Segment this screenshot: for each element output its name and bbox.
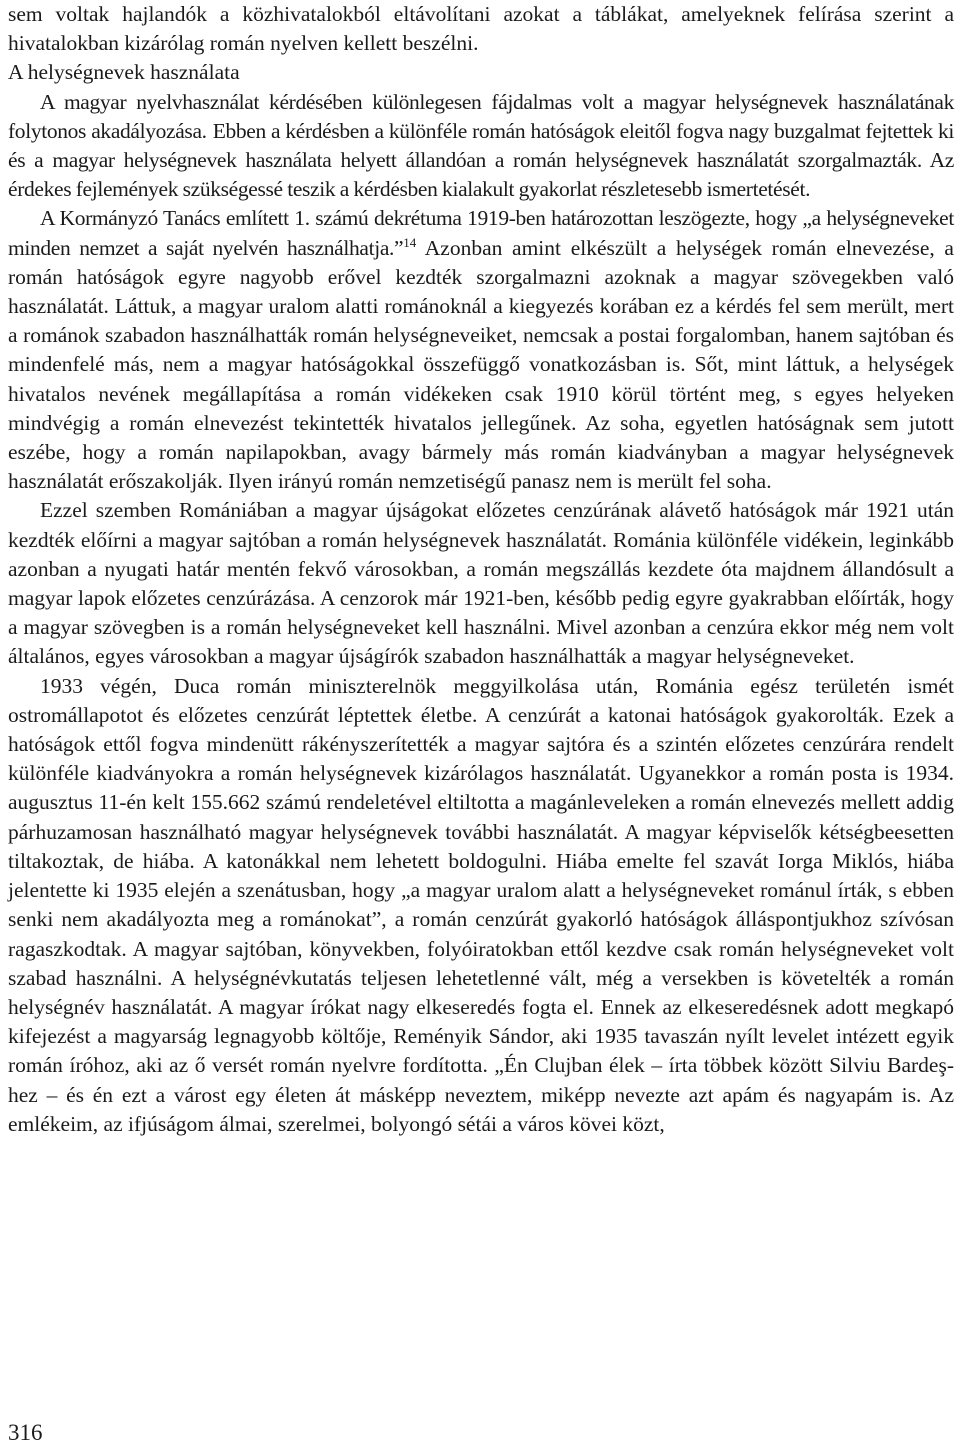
opening-paragraph: sem voltak hajlandók a közhivatalokból eltávolítani azokat a táblákat, amelyeknek felírása szerint a hivatalokban kizárólag román nyelven kellett beszélni. bbox=[8, 2, 954, 56]
paragraph-4: 1933 végén, Duca román miniszterelnök meggyilkolása után, Románia egész területén ismét ostromállapotot és előzetes cenzúrát léptettek életbe. A cenzúrát a katonai hatóságok gyakorolták. Ezek a hatóságok ettől fogva mindenütt rákényszerítették a magyar sajtóra és a szintén előzetes cenzúrára rendelt különféle kiadványokra a román helységnevek kizárólagos használatát. Ugyanekkor a román posta is 1934. augusztus 11-én kelt 155.662 számú rendeletével eltiltotta a magánleveleken a román elnevezés mellett addig párhuzamosan használható magyar helységnevek további használatát. A magyar képviselők kétségbeesetten tiltakoztak, de hiába. A katonákkal nem lehetett boldogulni. Hiába emelte fel szavát Iorga Miklós, hiába jelentette ki 1935 elején a szenátusban, hogy „a magyar uralom alatt a helységneveket románul írták, s ebben senki nem akadályozta meg a románokat”, a román cenzúrát gyakorló hatóságok álláspontjukhoz szívósan ragaszkodtak. A magyar sajtóban, könyvekben, folyóiratokban ettől kezdve csak román helységneveket volt szabad használni. A helységnévkutatás teljesen lehetetlenné vált, még a versekben is követelték a román helységnév használatát. A magyar írókat nagy elkeseredés fogta el. Ennek az elkeseredésnek adott megkapó kifejezést a magyarság legnagyobb költője, Reményik Sándor, aki 1935 tavaszán nyílt levelet intézett egyik román íróhoz, aki az ő versét román nyelvre fordította. „Én Clujban élek – írta többek között Silviu Bardeş-hez – és én ezt a várost egy életen át másképp neveztem, miképp nevezte azt apám és nagyapám is. Az emlékeim, az ifjúságom álmai, szerelmei, bolyongó sétái a város kövei közt, bbox=[8, 673, 954, 1136]
page-number: 316 bbox=[8, 1420, 43, 1445]
paragraph-3: Ezzel szemben Romániában a magyar újságokat előzetes cenzúrának alávető hatóságok már 1921 után kezdték előírni a magyar sajtóban a román helységnevek használatát. Románia különféle vidékein, leginkább azonban a nyugati határ mentén fekvő városokban, a román megszállás kezdete óta majdnem állandósult a magyar lapok előzetes cenzúrázása. A cenzorok már 1921-ben, később pedig egyre gyakrabban előírták, hogy a magyar szövegben is a román helységneveket kell használni. Mivel azonban a cenzúra ekkor még nem volt általános, egyes városokban a magyar újságírók szabadon használhatták a magyar helységneveket. bbox=[8, 498, 954, 669]
paragraph-1-lead: A magyar nyelvhasználat kérdésében különlegesen fájdalmas volt a magyar helységnevek használatának folytonos akadályozása. bbox=[8, 89, 954, 143]
section-heading: A helységnevek használata bbox=[8, 60, 240, 85]
document-page bbox=[8, 0, 954, 1139]
paragraph-1 bbox=[8, 88, 954, 205]
paragraph-2 bbox=[8, 204, 954, 496]
paragraph-2-lead: A Kormányzó Tanács említett 1. számú dekrétuma 1919-ben határozottan leszögezte, hogy „a helységneveket minden nemzet a saját nyelvén használhatja.” bbox=[8, 206, 954, 260]
paragraph-2-body: Azonban amint elkészült a helységek román elnevezése, a román hatóságok egyre nagyobb erővel kezdték szorgalmazni azoknak a magyar szövegekben való használatát. Láttuk, a magyar uralom alatti románoknál a kiegyezés korában ez a kérdés fel sem merült, mert a románok szabadon használhatták román helységneveiket, nemcsak a postai forgalomban, hanem sajtóban és mindenfelé más, nem a magyar hatóságokkal összefüggő vonatkozásban is. Sőt, mint láttuk, a helységek hivatalos nevének megállapítása a román vidékeken csak 1910 körül történt meg, s egyes helyeken mindvégig a román elnevezést tekintették hivatalos jellegűnek. Az soha, egyetlen hatóságnak sem jutott eszébe, hogy a román napilapokban, avagy bármely más román kiadványban a magyar helységnevek használatát erőszakolják. Ilyen irányú román nemzetiségű panasz nem is merült fel soha. bbox=[8, 235, 954, 494]
paragraph-1-body: Ebben a kérdésben a különféle román hatóságok eleitől fogva nagy buzgalmat fejtettek ki és a magyar helységnevek használata helyett állandóan a román helységnevek használatát szorgalmazták. Az érdekes fejlemények szükségessé teszik a kérdésben kialakult gyakorlat részletesebb ismertetését. bbox=[8, 118, 955, 202]
footnote-reference: 14 bbox=[403, 234, 417, 250]
